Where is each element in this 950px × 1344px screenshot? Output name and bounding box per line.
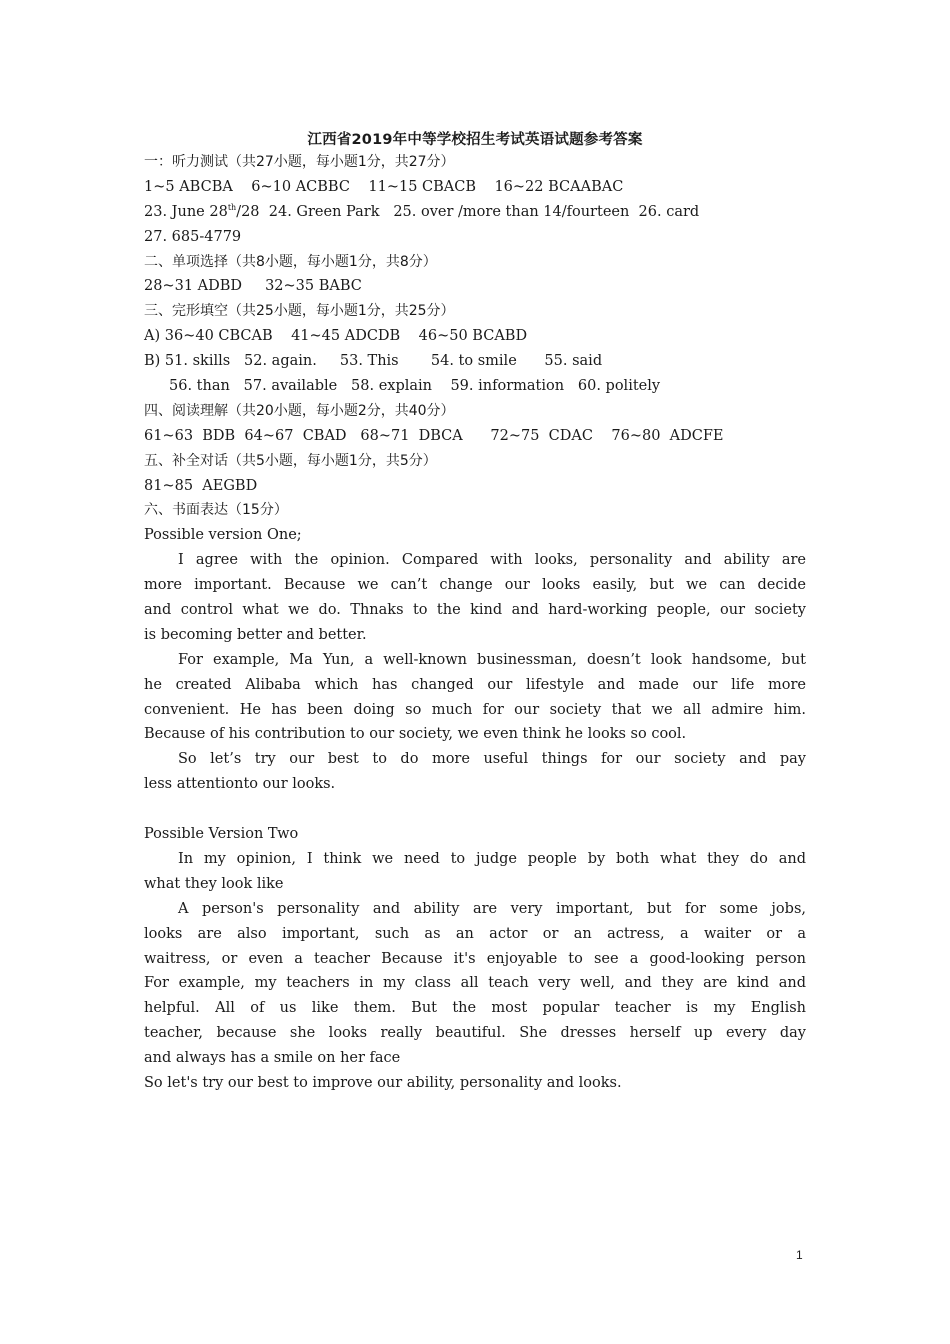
blank-line: [144, 797, 806, 822]
answer-content: [144, 150, 806, 1096]
version-one-label: Possible version One;: [144, 527, 302, 544]
essay-line: what they look like: [144, 875, 284, 892]
section-heading-listening: 一：听力测试（共27小题，每小题1分，共27分）: [144, 154, 455, 170]
essay-line: So let’s try our best to do more useful things for our society and pay: [178, 751, 806, 768]
answer-text: /28 24. Green Park 25. over /more than 14/fourteen 26. card: [236, 203, 700, 220]
answer-text: 23. June 28: [144, 203, 228, 220]
essay-line: For example, Ma Yun, a well-known businessman, doesn’t look handsome, but: [178, 651, 806, 668]
page-number: 1: [796, 1248, 803, 1262]
section-heading-writing: 六、书面表达（15分）: [144, 502, 288, 519]
essay-line: looks are also important, such as an actor or an actress, a waiter or a: [144, 925, 806, 942]
essay-line: waitress, or even a teacher Because it's enjoyable to see a good-looking person: [144, 950, 806, 967]
answer-line: 1~5 ABCBA 6~10 ACBBC 11~15 CBACB 16~22 BCAABAC: [144, 178, 624, 195]
answer-line: 61~63 BDB 64~67 CBAD 68~71 DBCA 72~75 CDAC 76~80 ADCFE: [144, 427, 724, 444]
page-title: 江西省2019年中等学校招生考试英语试题参考答案: [307, 132, 643, 148]
section-heading-reading: 四、阅读理解（共20小题，每小题2分，共40分）: [144, 402, 455, 419]
essay-line: So let's try our best to improve our ability, personality and looks.: [144, 1074, 622, 1091]
essay-line: teacher, because she looks really beautiful. She dresses herself up every day: [144, 1025, 806, 1042]
essay-line: A person's personality and ability are very important, but for some jobs,: [178, 900, 806, 917]
section-heading-cloze: 三、完形填空（共25小题，每小题1分，共25分）: [144, 303, 455, 320]
answer-line: 28~31 ADBD 32~35 BABC: [144, 278, 362, 295]
answer-line: 27. 685-4779: [144, 228, 242, 245]
essay-line: more important. Because we can’t change our looks easily, but we can decide: [144, 577, 806, 594]
essay-line: In my opinion, I think we need to judge people by both what they do and: [178, 850, 806, 867]
essay-line: I agree with the opinion. Compared with looks, personality and ability are: [178, 552, 806, 569]
answer-line-fill: [144, 200, 806, 225]
section-heading-dialogue: 五、补全对话（共5小题，每小题1分，共5分）: [144, 452, 437, 469]
answer-line: B) 51. skills 52. again. 53. This 54. to smile 55. said: [144, 353, 603, 370]
essay-line: helpful. All of us like them. But the most popular teacher is my English: [144, 1000, 806, 1017]
essay-line: he created Alibaba which has changed our lifestyle and made our life more: [144, 676, 806, 693]
essay-line: is becoming better and better.: [144, 626, 367, 643]
essay-line: and control what we do. Thnaks to the kind and hard-working people, our society: [144, 602, 806, 619]
essay-line: and always has a smile on her face: [144, 1050, 401, 1067]
essay-line: less attentionto our looks.: [144, 776, 336, 793]
version-two-label: Possible Version Two: [144, 826, 299, 843]
answer-line: A) 36~40 CBCAB 41~45 ADCDB 46~50 BCABD: [144, 328, 528, 345]
superscript: th: [227, 202, 237, 212]
section-heading-single-choice: 二、单项选择（共8小题，每小题1分，共8分）: [144, 253, 437, 270]
essay-line: For example, my teachers in my class all teach very well, and they are kind and: [144, 975, 806, 992]
essay-line: Because of his contribution to our society, we even think he looks so cool.: [144, 726, 687, 743]
answer-line: 56. than 57. available 58. explain 59. information 60. politely: [169, 378, 661, 395]
essay-line: convenient. He has been doing so much for our society that we all admire him.: [144, 701, 806, 718]
answer-line: 81~85 AEGBD: [144, 477, 258, 494]
